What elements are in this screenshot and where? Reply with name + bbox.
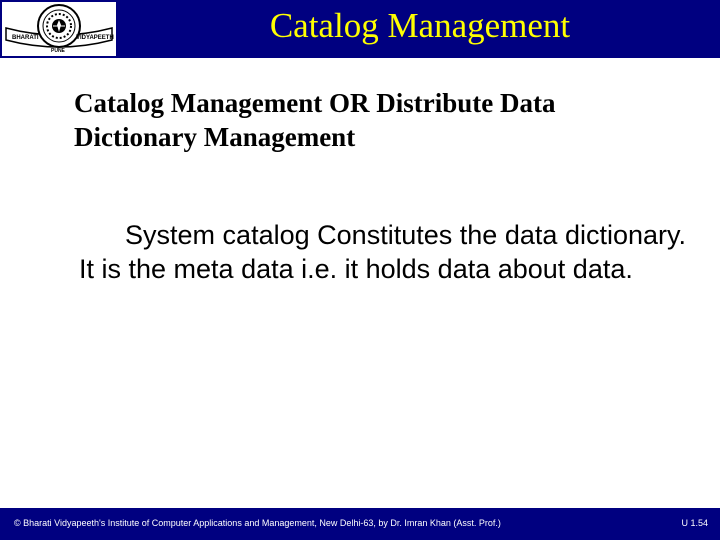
logo-left-text: BHARATI [12,35,39,41]
slide-subtitle-line-2: Dictionary Management [74,122,356,152]
page-number: U 1.54 [681,518,708,528]
logo-right-text: VIDYAPEETH [76,35,114,41]
logo-bottom-text: PUNE [51,48,65,54]
slide-subtitle [74,86,694,154]
slide-subtitle-line-1: Catalog Management OR Distribute Data [74,88,556,118]
footer-copyright: © Bharati Vidyapeeth's Institute of Computer Applications and Management, New Delhi-63, by Dr. Imran Khan (Asst. Prof.) [14,518,501,528]
slide-header [0,0,720,58]
logo [2,2,116,56]
institution-seal-logo-icon [2,2,116,56]
slide-title: Catalog Management [269,6,571,45]
slide-body-text: System catalog Constitutes the data dictionary. It is the meta data i.e. it holds data about data. [79,220,686,284]
slide-footer [0,508,720,540]
